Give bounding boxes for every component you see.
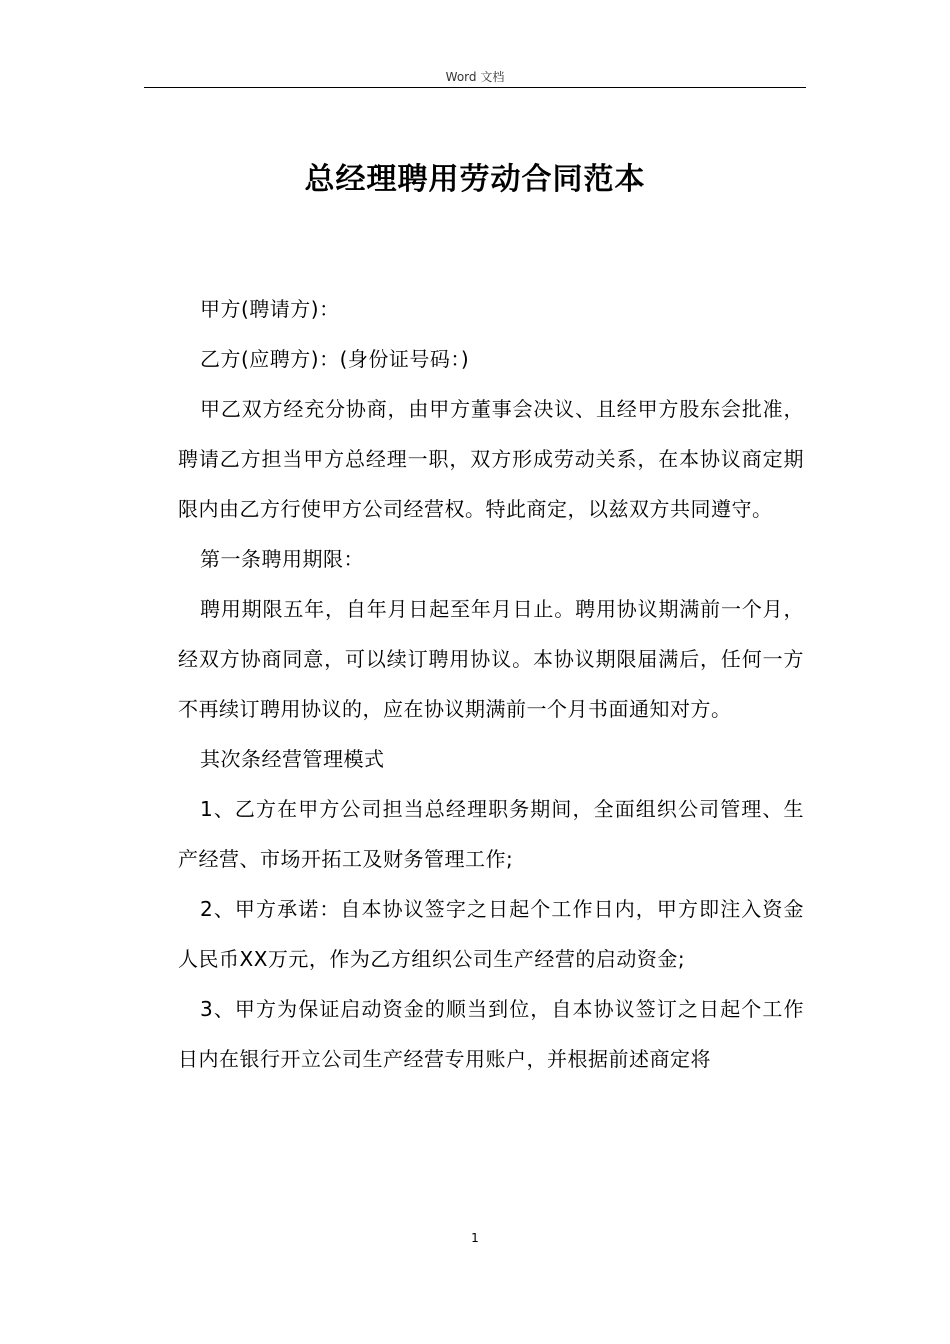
paragraph-party-a: 甲方(聘请方)：	[200, 297, 340, 321]
paragraph-clause-2: 2、甲方承诺：自本协议签字之日起个工作日内，甲方即注入资金人民币XX万元，作为乙方组织公司生产经营的启动资金;	[178, 897, 804, 971]
page-header	[144, 66, 806, 88]
paragraph-party-b: 乙方(应聘方)：(身份证号码：)	[200, 347, 470, 371]
document-title: 总经理聘用劳动合同范本	[304, 162, 646, 197]
paragraph-article-1-heading: 第一条聘用期限：	[200, 547, 364, 571]
paragraph-article-1-body: 聘用期限五年，自年月日起至年月日止。聘用协议期满前一个月，经双方协商同意，可以续订聘用协议。本协议期限届满后，任何一方不再续订聘用协议的，应在协议期满前一个月书面通知对方。	[178, 597, 804, 721]
document-body	[178, 284, 804, 1084]
paragraph-article-2-heading: 其次条经营管理模式	[200, 747, 385, 771]
page-number: 1	[471, 1231, 479, 1245]
paragraph-preamble: 甲乙双方经充分协商，由甲方董事会决议、且经甲方股东会批准，聘请乙方担当甲方总经理一职，双方形成劳动关系，在本协议商定期限内由乙方行使甲方公司经营权。特此商定，以兹双方共同遵守。	[178, 397, 804, 521]
header-label: Word 文档	[445, 70, 505, 84]
header-rule	[144, 87, 806, 88]
paragraph-clause-1: 1、乙方在甲方公司担当总经理职务期间，全面组织公司管理、生产经营、市场开拓工及财务管理工作;	[178, 797, 804, 871]
paragraph-clause-3: 3、甲方为保证启动资金的顺当到位，自本协议签订之日起个工作日内在银行开立公司生产经营专用账户，并根据前述商定将	[178, 997, 804, 1071]
